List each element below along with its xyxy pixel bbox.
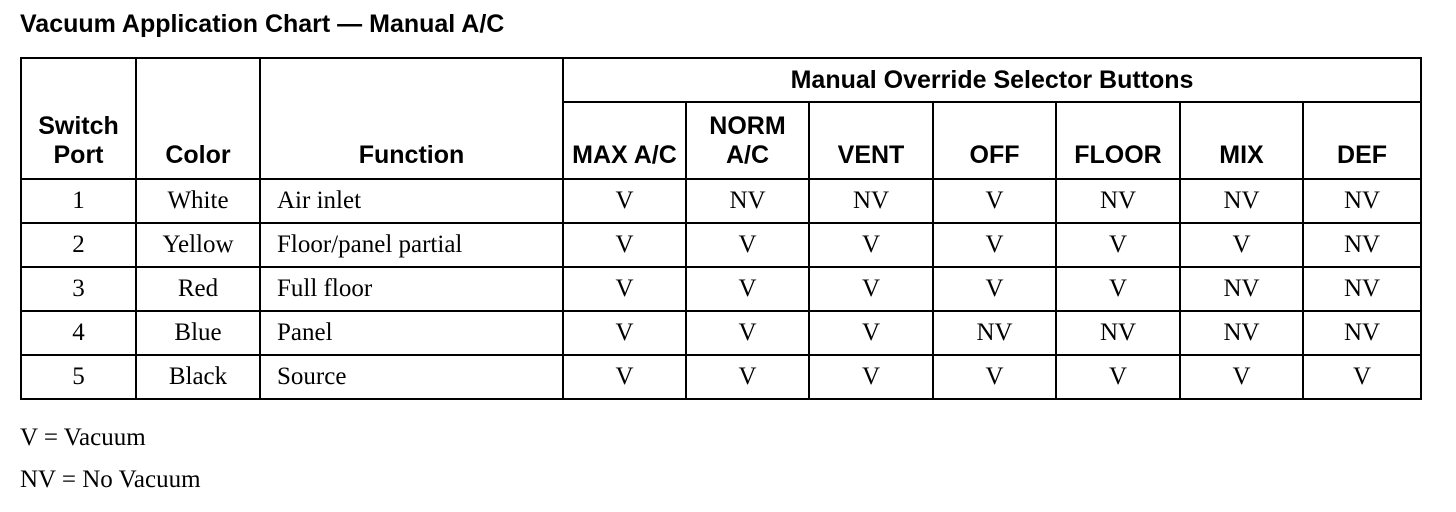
vacuum-application-table	[20, 57, 1422, 400]
header-function: Function	[260, 58, 563, 179]
cell-vacuum-state: V	[809, 267, 933, 311]
header-button-norm-ac: NORM A/C	[686, 102, 809, 179]
cell-vacuum-state: NV	[686, 179, 809, 223]
table-row	[21, 179, 1421, 223]
cell-vacuum-state: V	[563, 267, 686, 311]
table-row	[21, 267, 1421, 311]
cell-vacuum-state: NV	[1056, 179, 1180, 223]
table-row	[21, 223, 1421, 267]
cell-vacuum-state: NV	[1303, 267, 1421, 311]
cell-vacuum-state: NV	[1056, 311, 1180, 355]
header-color: Color	[136, 58, 260, 179]
cell-vacuum-state: NV	[1180, 179, 1303, 223]
cell-vacuum-state: V	[933, 267, 1056, 311]
cell-vacuum-state: V	[686, 311, 809, 355]
cell-vacuum-state: NV	[1180, 267, 1303, 311]
header-button-def: DEF	[1303, 102, 1421, 179]
legend-no-vacuum: NV = No Vacuum	[20, 466, 201, 493]
cell-vacuum-state: V	[809, 311, 933, 355]
header-button-floor: FLOOR	[1056, 102, 1180, 179]
cell-function: Floor/panel partial	[260, 223, 563, 267]
cell-vacuum-state: NV	[933, 311, 1056, 355]
cell-vacuum-state: V	[809, 355, 933, 399]
legend-vacuum: V = Vacuum	[20, 424, 146, 451]
cell-vacuum-state: V	[686, 267, 809, 311]
cell-vacuum-state: V	[563, 311, 686, 355]
cell-vacuum-state: V	[563, 223, 686, 267]
header-button-off: OFF	[933, 102, 1056, 179]
table-body	[21, 179, 1421, 399]
cell-color: Blue	[136, 311, 260, 355]
cell-vacuum-state: V	[933, 179, 1056, 223]
cell-vacuum-state: V	[933, 223, 1056, 267]
cell-color: White	[136, 179, 260, 223]
cell-vacuum-state: V	[809, 223, 933, 267]
cell-vacuum-state: NV	[809, 179, 933, 223]
header-button-max-ac: MAX A/C	[563, 102, 686, 179]
cell-switch-port: 3	[21, 267, 136, 311]
cell-vacuum-state: V	[686, 223, 809, 267]
header-switch-port: Switch Port	[21, 58, 136, 179]
header-button-vent: VENT	[809, 102, 933, 179]
cell-switch-port: 4	[21, 311, 136, 355]
table-row	[21, 355, 1421, 399]
cell-switch-port: 5	[21, 355, 136, 399]
cell-function: Panel	[260, 311, 563, 355]
cell-vacuum-state: NV	[1303, 311, 1421, 355]
header-button-mix: MIX	[1180, 102, 1303, 179]
cell-function: Source	[260, 355, 563, 399]
cell-vacuum-state: V	[933, 355, 1056, 399]
cell-color: Red	[136, 267, 260, 311]
table-row	[21, 311, 1421, 355]
cell-vacuum-state: V	[563, 179, 686, 223]
cell-function: Full floor	[260, 267, 563, 311]
cell-vacuum-state: V	[1056, 223, 1180, 267]
cell-vacuum-state: NV	[1303, 223, 1421, 267]
cell-vacuum-state: V	[563, 355, 686, 399]
cell-vacuum-state: V	[686, 355, 809, 399]
cell-vacuum-state: V	[1056, 355, 1180, 399]
cell-vacuum-state: NV	[1303, 179, 1421, 223]
cell-color: Black	[136, 355, 260, 399]
cell-color: Yellow	[136, 223, 260, 267]
cell-vacuum-state: V	[1180, 355, 1303, 399]
cell-vacuum-state: V	[1180, 223, 1303, 267]
cell-switch-port: 1	[21, 179, 136, 223]
page-title: Vacuum Application Chart — Manual A/C	[20, 10, 505, 38]
cell-switch-port: 2	[21, 223, 136, 267]
cell-vacuum-state: NV	[1180, 311, 1303, 355]
cell-vacuum-state: V	[1056, 267, 1180, 311]
cell-vacuum-state: V	[1303, 355, 1421, 399]
header-selector-buttons: Manual Override Selector Buttons	[563, 58, 1421, 102]
cell-function: Air inlet	[260, 179, 563, 223]
